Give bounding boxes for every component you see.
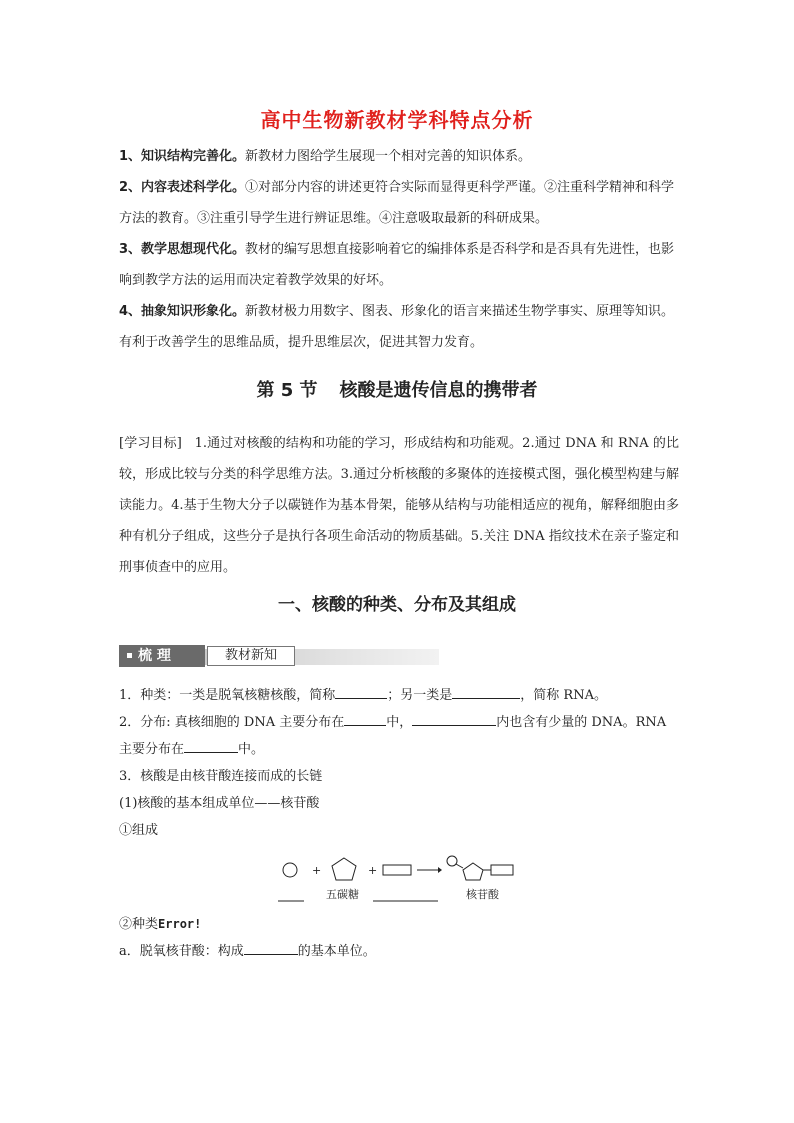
feature-text: ①对部分内容的讲述更符合实际而显得更科学严谨。②注重科学精神和科学方法的教育。③注重引导学生进行辨证思维。④注意吸取最新的科研成果。 <box>119 180 675 226</box>
feature-item-1 <box>119 141 679 172</box>
question-text: 的基本单位。 <box>297 944 376 959</box>
nucleotide-diagram <box>270 850 530 910</box>
section-number: 第 5 节 <box>256 380 318 401</box>
question-3-1: (1)核酸的基本组成单位——核苷酸 <box>119 796 320 811</box>
answer-blank[interactable] <box>335 684 387 699</box>
question-text: 1．种类：一类是脱氧核糖核酸，简称 <box>119 688 336 703</box>
banner-label-dark <box>119 645 205 667</box>
square-icon <box>127 653 132 658</box>
subsection-title: 一、核酸的种类、分布及其组成 <box>278 595 516 615</box>
feature-text: 教材的编写思想直接影响着它的编排体系是否科学和是否具有先进性，也影响到教学方法的运用而决定着教学效果的好坏。 <box>119 242 675 288</box>
goals-label: [学习目标] <box>119 436 182 451</box>
banner-dark-text: 梳 理 <box>138 648 171 664</box>
question-text: ；另一类是 <box>387 688 453 703</box>
question-text: 中。 <box>238 742 265 757</box>
nucleotide-label: 核苷酸 <box>466 888 499 901</box>
nucleotide-sugar-icon <box>463 863 483 880</box>
question-3-1-types <box>119 911 679 938</box>
section-name: 核酸是遗传信息的携带者 <box>339 380 538 401</box>
question-3-1-composition: ①组成 <box>119 823 159 838</box>
page-title: 高中生物新教材学科特点分析 <box>260 108 534 132</box>
nucleotide-base-icon <box>491 865 513 875</box>
goals-text: 1.通过对核酸的结构和功能的学习，形成结构和功能观。2.通过 DNA 和 RNA 的比较，形成比较与分类的科学思维方法。3.通过分析核酸的多聚体的连接模式图，强化模型构建与解读能力。4.基于生物大分子以碳链作为基本骨架，能够从结构与功能相适应的视角，解释细胞由多种有机分子组成，这些分子是执行各项生命活动的物质基础。5.关注 DNA 指纹技术在亲子鉴定和刑事侦查中的应用。 <box>119 436 679 575</box>
nucleotide-phosphate-icon <box>447 856 457 866</box>
feature-text: 新教材极力用数字、图表、形象化的语言来描述生物学事实、原理等知识。有利于改善学生的思维品质，提升思维层次，促进其智力发育。 <box>119 304 675 350</box>
nucleotide-bond-icon <box>456 864 463 868</box>
feature-item-3 <box>119 234 679 296</box>
phosphate-circle-icon <box>283 863 297 877</box>
feature-lead: 3、教学思想现代化。 <box>119 242 246 257</box>
feature-text: 新教材力图给学生展现一个相对完善的知识体系。 <box>245 149 532 164</box>
question-text: ，简称 RNA。 <box>520 688 607 703</box>
answer-blank[interactable] <box>184 738 238 753</box>
feature-lead: 4、抽象知识形象化。 <box>119 304 246 319</box>
error-text: Error! <box>158 917 202 931</box>
question-1 <box>119 682 679 709</box>
feature-item-4 <box>119 296 679 358</box>
feature-lead: 1、知识结构完善化。 <box>119 149 246 164</box>
plus-sign: + <box>312 864 322 877</box>
pentose-pentagon-icon <box>332 858 356 880</box>
question-3: 3．核酸是由核苷酸连接而成的长链 <box>119 769 323 784</box>
question-3-1-a <box>119 938 679 965</box>
section-title <box>0 376 794 402</box>
answer-blank[interactable] <box>412 711 496 726</box>
question-text: 内也含有少量的 DNA。RNA 主要分布在 <box>119 715 667 757</box>
answer-blank[interactable] <box>244 940 298 955</box>
question-text: 中， <box>386 715 413 730</box>
feature-lead: 2、内容表述科学化。 <box>119 180 246 195</box>
plus-sign: + <box>368 864 378 877</box>
arrowhead-icon <box>438 867 442 873</box>
answer-blank[interactable] <box>344 711 386 726</box>
question-2 <box>119 709 679 763</box>
question-text: ②种类 <box>119 917 159 932</box>
banner-label-light: 教材新知 <box>207 646 295 666</box>
sugar-label: 五碳糖 <box>326 888 359 901</box>
learning-goals <box>119 428 679 583</box>
answer-blank[interactable] <box>452 684 520 699</box>
base-rect-icon <box>383 865 411 875</box>
section-banner <box>119 645 439 667</box>
question-text: a．脱氧核苷酸：构成 <box>119 944 244 959</box>
question-text: 2．分布: 真核细胞的 DNA 主要分布在 <box>119 715 345 730</box>
feature-item-2 <box>119 172 679 234</box>
